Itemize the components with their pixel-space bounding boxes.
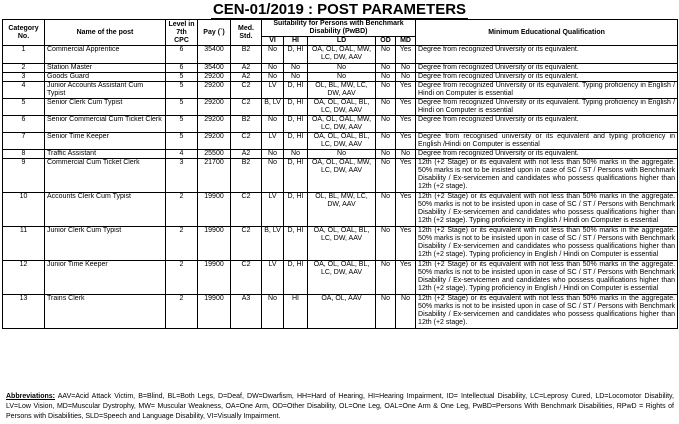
ld-cell: No bbox=[308, 64, 376, 73]
header-od: OD bbox=[376, 37, 396, 46]
ld-cell: OA, OL, OAL, BL, LC, DW, AAV bbox=[308, 227, 376, 261]
post-name-cell: Senior Commercial Cum Ticket Clerk bbox=[45, 116, 166, 133]
table-row bbox=[3, 261, 678, 295]
abbreviations-text: AAV=Acid Attack Victim, B=Blind, BL=Both Legs, D=Deaf, DW=Dwarfism, HH=Hard of Hearing, HI=Hearing Impairment, ID= Intellectual Disability, LC=Leprosy Cured, LD=Locomotor Disability, LV=Low Vision, MD=Muscular Dystrophy, MW= Muscular Weakness, OA=One Arm, OD=Other Disability, OL=One Leg, OAL=One Arm & One Leg, PwBD=Persons With Benchmark Disabilities, RPwD = Rights of Persons with Disabilities, SLD=Speech and Language Disability, VI=Visually Impairment. bbox=[6, 393, 674, 420]
qualification-cell: 12th (+2 Stage) or its equivalent with not less than 50% marks in the aggregate. 50% marks is not to be insisted upon in case of SC / ST / Persons with Benchmark Disability / Ex-servicemen and candidates who possess qualifications higher than 12th (+2 stage). bbox=[416, 295, 678, 329]
md-cell: Yes bbox=[396, 99, 416, 116]
level-cell: 2 bbox=[166, 227, 198, 261]
pay-cell: 35400 bbox=[198, 46, 231, 64]
ld-cell: OL, BL, MW, LC, DW, AAV bbox=[308, 82, 376, 99]
qualification-cell: Degree from recognized University or its equivalent. Typing proficiency in English / Hindi on Computer is essential bbox=[416, 82, 678, 99]
od-cell: No bbox=[376, 227, 396, 261]
ld-cell: OA, OL, OAL, BL, LC, DW, AAV bbox=[308, 99, 376, 116]
vi-cell: LV bbox=[262, 82, 284, 99]
table-row bbox=[3, 150, 678, 159]
med-std-cell: C2 bbox=[231, 133, 262, 150]
hi-cell: No bbox=[284, 64, 308, 73]
od-cell: No bbox=[376, 159, 396, 193]
vi-cell: No bbox=[262, 159, 284, 193]
md-cell: No bbox=[396, 64, 416, 73]
vi-cell: B, LV bbox=[262, 99, 284, 116]
vi-cell: LV bbox=[262, 133, 284, 150]
med-std-cell: B2 bbox=[231, 46, 262, 64]
level-cell: 5 bbox=[166, 99, 198, 116]
header-pay: Pay (`) bbox=[198, 20, 231, 46]
med-std-cell: A3 bbox=[231, 295, 262, 329]
header-ld: LD bbox=[308, 37, 376, 46]
table-row bbox=[3, 133, 678, 150]
qualification-cell: Degree from recognized University or its equivalent. bbox=[416, 64, 678, 73]
header-med: Med. Std. bbox=[231, 20, 262, 46]
table-row bbox=[3, 99, 678, 116]
md-cell: Yes bbox=[396, 46, 416, 64]
hi-cell: No bbox=[284, 150, 308, 159]
header-level: Level in 7th CPC bbox=[166, 20, 198, 46]
level-cell: 3 bbox=[166, 159, 198, 193]
category-cell: 9 bbox=[3, 159, 45, 193]
od-cell: No bbox=[376, 133, 396, 150]
header-hi: HI bbox=[284, 37, 308, 46]
med-std-cell: A2 bbox=[231, 73, 262, 82]
od-cell: No bbox=[376, 295, 396, 329]
hi-cell: No bbox=[284, 73, 308, 82]
md-cell: No bbox=[396, 295, 416, 329]
level-cell: 2 bbox=[166, 261, 198, 295]
category-cell: 2 bbox=[3, 64, 45, 73]
pay-cell: 25500 bbox=[198, 150, 231, 159]
abbreviations-note bbox=[6, 392, 674, 422]
qualification-cell: 12th (+2 Stage) or its equivalent with not less than 50% marks in the aggregate. 50% marks is not to be insisted upon in case of SC / ST / Persons with Benchmark Disability / Ex-servicemen and candidates who possess qualifications higher than 12th (+2 stage). Typing proficiency in English / Hindi on Computer is essential bbox=[416, 261, 678, 295]
vi-cell: No bbox=[262, 150, 284, 159]
hi-cell: D, HI bbox=[284, 193, 308, 227]
hi-cell: D, HI bbox=[284, 82, 308, 99]
post-name-cell: Junior Time Keeper bbox=[45, 261, 166, 295]
vi-cell: No bbox=[262, 73, 284, 82]
hi-cell: D, HI bbox=[284, 227, 308, 261]
post-parameters-table bbox=[2, 19, 678, 329]
ld-cell: OA, OL, OAL, BL, LC, DW, AAV bbox=[308, 261, 376, 295]
od-cell: No bbox=[376, 116, 396, 133]
pay-cell: 21700 bbox=[198, 159, 231, 193]
od-cell: No bbox=[376, 261, 396, 295]
od-cell: No bbox=[376, 82, 396, 99]
od-cell: No bbox=[376, 99, 396, 116]
vi-cell: No bbox=[262, 295, 284, 329]
qualification-cell: Degree from recognized University or its equivalent. bbox=[416, 116, 678, 133]
category-cell: 12 bbox=[3, 261, 45, 295]
post-name-cell: Accounts Clerk Cum Typist bbox=[45, 193, 166, 227]
header-pwbd: Suitability for Persons with Benchmark Disability (PwBD) bbox=[262, 20, 416, 37]
md-cell: Yes bbox=[396, 159, 416, 193]
header-category: Category No. bbox=[3, 20, 45, 46]
vi-cell: No bbox=[262, 116, 284, 133]
ld-cell: OA, OL, OAL, BL, LC, DW, AAV bbox=[308, 133, 376, 150]
vi-cell: No bbox=[262, 64, 284, 73]
post-name-cell: Senior Clerk Cum Typist bbox=[45, 99, 166, 116]
od-cell: No bbox=[376, 73, 396, 82]
md-cell: Yes bbox=[396, 261, 416, 295]
md-cell: Yes bbox=[396, 133, 416, 150]
post-name-cell: Commercial Cum Ticket Clerk bbox=[45, 159, 166, 193]
hi-cell: D, HI bbox=[284, 159, 308, 193]
category-cell: 13 bbox=[3, 295, 45, 329]
post-name-cell: Senior Time Keeper bbox=[45, 133, 166, 150]
med-std-cell: A2 bbox=[231, 64, 262, 73]
med-std-cell: A2 bbox=[231, 150, 262, 159]
category-cell: 10 bbox=[3, 193, 45, 227]
level-cell: 6 bbox=[166, 64, 198, 73]
ld-cell: OA, OL, AAV bbox=[308, 295, 376, 329]
table-row bbox=[3, 116, 678, 133]
pay-cell: 29200 bbox=[198, 99, 231, 116]
pay-cell: 19900 bbox=[198, 295, 231, 329]
hi-cell: HI bbox=[284, 295, 308, 329]
qualification-cell: Degree from recognised university or its equivalent and typing proficiency in English /Hindi on Computer is essential bbox=[416, 133, 678, 150]
md-cell: Yes bbox=[396, 82, 416, 99]
med-std-cell: C2 bbox=[231, 193, 262, 227]
vi-cell: B, LV bbox=[262, 227, 284, 261]
table-row bbox=[3, 295, 678, 329]
post-name-cell: Junior Accounts Assistant Cum Typist bbox=[45, 82, 166, 99]
category-cell: 11 bbox=[3, 227, 45, 261]
qualification-cell: 12th (+2 Stage) or its equivalent with not less than 50% marks in the aggregate. 50% marks is not to be insisted upon in case of SC / ST / Persons with Benchmark Disability / Ex-servicemen and candidates who possess qualifications higher than 12th (+2 stage). Typing proficiency in English / Hindi on Computer is essential bbox=[416, 193, 678, 227]
pay-cell: 29200 bbox=[198, 82, 231, 99]
level-cell: 6 bbox=[166, 46, 198, 64]
abbreviations-label: Abbreviations: bbox=[6, 393, 56, 400]
header-vi: VI bbox=[262, 37, 284, 46]
md-cell: Yes bbox=[396, 193, 416, 227]
header-post: Name of the post bbox=[45, 20, 166, 46]
post-name-cell: Commercial Apprentice bbox=[45, 46, 166, 64]
ld-cell: No bbox=[308, 73, 376, 82]
ld-cell: OA, OL, OAL, MW, LC, DW, AAV bbox=[308, 116, 376, 133]
md-cell: Yes bbox=[396, 227, 416, 261]
header-qualification: Minimum Educational Qualification bbox=[416, 20, 678, 46]
category-cell: 8 bbox=[3, 150, 45, 159]
hi-cell: D, HI bbox=[284, 261, 308, 295]
ld-cell: No bbox=[308, 150, 376, 159]
level-cell: 5 bbox=[166, 116, 198, 133]
med-std-cell: C2 bbox=[231, 261, 262, 295]
hi-cell: D, HI bbox=[284, 133, 308, 150]
level-cell: 5 bbox=[166, 82, 198, 99]
qualification-cell: 12th (+2 Stage) or its equivalent with not less than 50% marks in the aggregate. 50% marks is not to be insisted upon in case of SC / ST / Persons with Benchmark Disability / Ex-servicemen and candidates who possess qualifications higher than 12th (+2 stage). Typing proficiency in English / Hindi on Computer is essential bbox=[416, 227, 678, 261]
header-md: MD bbox=[396, 37, 416, 46]
od-cell: No bbox=[376, 64, 396, 73]
table-row bbox=[3, 159, 678, 193]
level-cell: 5 bbox=[166, 133, 198, 150]
md-cell: Yes bbox=[396, 116, 416, 133]
qualification-cell: Degree from recognized University or its equivalent. bbox=[416, 150, 678, 159]
table-row bbox=[3, 73, 678, 82]
post-name-cell: Traffic Assistant bbox=[45, 150, 166, 159]
med-std-cell: C2 bbox=[231, 82, 262, 99]
vi-cell: LV bbox=[262, 261, 284, 295]
post-name-cell: Station Master bbox=[45, 64, 166, 73]
hi-cell: D, HI bbox=[284, 46, 308, 64]
qualification-cell: Degree from recognized University or its equivalent. Typing proficiency in English / Hindi on Computer is essential bbox=[416, 99, 678, 116]
category-cell: 3 bbox=[3, 73, 45, 82]
hi-cell: D, HI bbox=[284, 99, 308, 116]
category-cell: 6 bbox=[3, 116, 45, 133]
level-cell: 5 bbox=[166, 73, 198, 82]
vi-cell: LV bbox=[262, 193, 284, 227]
table-row bbox=[3, 193, 678, 227]
od-cell: No bbox=[376, 193, 396, 227]
qualification-cell: 12th (+2 Stage) or its equivalent with not less than 50% marks in the aggregate. 50% marks is not to be insisted upon in case of SC / ST / Persons with Benchmark Disability / Ex-servicemen and candidates who possess qualifications higher than 12th (+2 stage). bbox=[416, 159, 678, 193]
table-row bbox=[3, 46, 678, 64]
post-name-cell: Goods Guard bbox=[45, 73, 166, 82]
post-name-cell: Junior Clerk Cum Typist bbox=[45, 227, 166, 261]
od-cell: No bbox=[376, 150, 396, 159]
page-title: CEN-01/2019 : POST PARAMETERS bbox=[212, 1, 467, 18]
ld-cell: OA, OL, OAL, MW, LC, DW, AAV bbox=[308, 46, 376, 64]
md-cell: No bbox=[396, 73, 416, 82]
vi-cell: No bbox=[262, 46, 284, 64]
pay-cell: 35400 bbox=[198, 64, 231, 73]
pay-cell: 29200 bbox=[198, 133, 231, 150]
md-cell: No bbox=[396, 150, 416, 159]
pay-cell: 19900 bbox=[198, 261, 231, 295]
pay-cell: 19900 bbox=[198, 193, 231, 227]
qualification-cell: Degree from recognized University or its equivalent. bbox=[416, 73, 678, 82]
level-cell: 2 bbox=[166, 295, 198, 329]
post-name-cell: Trains Clerk bbox=[45, 295, 166, 329]
med-std-cell: C2 bbox=[231, 99, 262, 116]
med-std-cell: C2 bbox=[231, 227, 262, 261]
category-cell: 1 bbox=[3, 46, 45, 64]
table-row bbox=[3, 82, 678, 99]
hi-cell: D, HI bbox=[284, 116, 308, 133]
table-row bbox=[3, 64, 678, 73]
category-cell: 5 bbox=[3, 99, 45, 116]
pay-cell: 29200 bbox=[198, 116, 231, 133]
ld-cell: OL, BL, MW, LC, DW, AAV bbox=[308, 193, 376, 227]
qualification-cell: Degree from recognized University or its equivalent. bbox=[416, 46, 678, 64]
med-std-cell: B2 bbox=[231, 116, 262, 133]
table-row bbox=[3, 227, 678, 261]
med-std-cell: B2 bbox=[231, 159, 262, 193]
category-cell: 7 bbox=[3, 133, 45, 150]
level-cell: 2 bbox=[166, 193, 198, 227]
pay-cell: 19900 bbox=[198, 227, 231, 261]
ld-cell: OA, OL, OAL, MW, LC, DW, AAV bbox=[308, 159, 376, 193]
pay-cell: 29200 bbox=[198, 73, 231, 82]
od-cell: No bbox=[376, 46, 396, 64]
category-cell: 4 bbox=[3, 82, 45, 99]
level-cell: 4 bbox=[166, 150, 198, 159]
